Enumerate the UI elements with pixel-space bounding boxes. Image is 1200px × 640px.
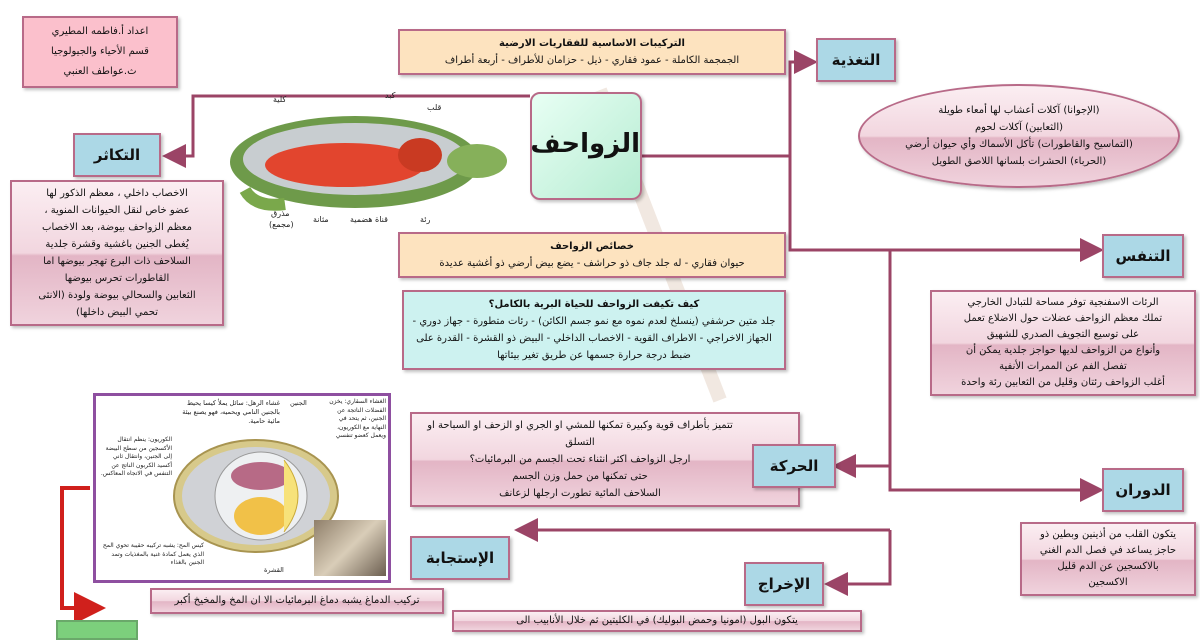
label-kidney: كلية — [273, 95, 287, 104]
credit-line: قسم الأحياء والجيولوجيا — [51, 46, 149, 57]
nutrition-box — [858, 84, 1180, 188]
movement-label: الحركة — [752, 444, 836, 488]
label-lung: رئة — [420, 215, 431, 224]
reproduction-line: يُغطى الجنين باغشية وقشرة جلدية — [45, 239, 189, 250]
respiration-line: تملك معظم الزواحف عضلات حول الاضلاع تعمل — [963, 313, 1163, 324]
reproduction-label: التكاثر — [73, 133, 161, 177]
structures-body: الجمجمة الكاملة - عمود فقاري - ذيل - حزامان للأطراف - أربعة أطراف — [444, 55, 740, 66]
nutrition-line: (التماسيح والقاطورات) تأكل الأسماك وأي حيوان أرضي — [905, 139, 1133, 150]
circulation-line: حاجز يساعد في فصل الدم الغني — [1039, 545, 1177, 556]
label-allantois: الغشاء السقاري: يخزن الفضلات الناتجة عن الجنين، ثم يتحد في النهاية مع الكوريون، ويعمل كعضو تنفسي — [329, 398, 386, 439]
green-topic-box — [56, 620, 138, 640]
central-topic: الزواحف — [530, 92, 642, 200]
circulation-line: يتكون القلب من أذينين وبطين ذو — [1039, 529, 1177, 540]
circulation-label: الدوران — [1102, 468, 1184, 512]
reproduction-line: الاخصاب داخلي ، معظم الذكور لها — [46, 188, 188, 199]
nutrition-line: (الثعابين) آكلات لحوم — [974, 122, 1064, 133]
respiration-box — [930, 290, 1196, 396]
adaptation-body: جلد متين حرشفي (ينسلخ لعدم نموه مع نمو جسم الكائن) - رئات متطورة - جهاز دوري - الجهاز الاخراجي - الاطراف القوية - الاخصاب الداخلي - البيض ذو القشرة - القدرة على ضبط درجة حرارة جسمها عن طريق تغير بيئاتها — [412, 316, 776, 361]
circulation-line: الاكسجين — [1088, 577, 1128, 588]
nutrition-line: (الحرباء) الحشرات بلسانها اللاصق الطويل — [931, 156, 1107, 167]
movement-line: السلاحف المائية تطورت ارجلها لزعانف — [499, 488, 661, 499]
label-chorion: الكوريون: ينظم انتقال الأكسجين من سطح البيضة إلى الجنين، وانتقال ثاني أكسيد الكربون الناتج عن التنفس في الاتجاه المعاكس. — [100, 436, 172, 477]
reproduction-line: معظم الزواحف بيوضة، بعد الاخصاب — [42, 222, 192, 233]
characteristics-body: حيوان فقاري - له جلد جاف ذو حراشف - يضع بيض أرضي ذو أغشية عديدة — [439, 258, 745, 269]
hatchling-photo — [314, 520, 386, 576]
label-cloaca: مذرق — [271, 209, 290, 218]
movement-box — [410, 412, 800, 507]
respiration-line: تفصل الفم عن الممرات الأنفية — [999, 361, 1127, 372]
circulation-line: بالاكسجين عن الدم قليل — [1057, 561, 1159, 572]
reproduction-line: القاطورات تحرس بيوضها — [64, 273, 170, 284]
label-yolk-sac: كيس المح: يشبه تركيبه حقيبة تحوي المح الذي يعمل كمادة غنية بالمغذيات وتمد الجنين بالغذاء — [102, 542, 204, 566]
response-box — [150, 588, 444, 614]
credit-line: اعداد أ.فاطمه المطيري — [51, 26, 149, 37]
credit-line: ث.عواطف العنبي — [63, 66, 137, 77]
adaptation-box — [402, 290, 786, 370]
respiration-line: وأنواع من الزواحف لديها حواجز جلدية يمكن أن — [965, 345, 1161, 356]
respiration-line: أغلب الزواحف رئتان وقليل من الثعابين رئة واحدة — [961, 377, 1165, 388]
characteristics-box — [398, 232, 786, 278]
respiration-line: على توسيع التجويف الصدري للشهيق — [986, 329, 1140, 340]
movement-line: ارجل الزواحف اكثر انثناء تحت الجسم من البرمائيات؟ — [469, 454, 691, 465]
label-bladder: مثانة — [313, 215, 329, 224]
label-heart: قلب — [427, 103, 442, 112]
reproduction-line: السلاحف ذات البرع تهجر بيوضها اما — [43, 256, 191, 267]
circulation-box — [1020, 522, 1196, 596]
structures-box — [398, 29, 786, 75]
reproduction-line: عضو خاص لنقل الحيوانات المنوية ، — [44, 205, 190, 216]
nutrition-label: التغذية — [816, 38, 896, 82]
characteristics-title: خصائص الزواحف — [550, 241, 634, 252]
label-digestive-tract: قناة هضمية — [350, 215, 388, 224]
response-label: الإستجابة — [410, 536, 510, 580]
turtle-anatomy-diagram — [215, 90, 515, 230]
reproduction-line: الثعابين والسحالي بيوضة ولودة (الانثى — [38, 290, 196, 301]
turtle-illustration — [215, 90, 515, 214]
reproduction-box — [10, 180, 224, 326]
excretion-line: يتكون البول (امونيا وحمض البوليك) في الكليتين ثم خلال الأنابيب الى — [516, 615, 798, 626]
label-amnion: غشاء الرهل: سائل يملأ كيسا يحيط بالجنين النامي ويحميه، فهو يصنع بيئة مائية حامية. — [182, 399, 280, 425]
movement-line: حتى تمكنها من حمل وزن الجسم — [512, 471, 648, 482]
nutrition-line: (الإجوانا) آكلات أعشاب لها أمعاء طويلة — [938, 105, 1100, 116]
label-cloaca-alt: (مجمع) — [269, 220, 294, 229]
respiration-line: الرئات الاسفنجية توفر مساحة للتبادل الخارجي — [967, 297, 1159, 308]
respiration-label: التنفس — [1102, 234, 1184, 278]
excretion-box — [452, 610, 862, 632]
reproduction-line: تحمي البيض داخلها) — [75, 307, 159, 318]
label-shell: القشرة — [264, 566, 284, 574]
credits-box — [22, 16, 178, 88]
label-liver: كبد — [385, 91, 396, 100]
amniotic-egg-diagram — [93, 393, 391, 583]
response-line: تركيب الدماغ يشبه دماغ البرمائيات الا ان المخ والمخيخ أكبر — [174, 595, 420, 606]
structures-title: التركيبات الاساسية للفقاريات الارضية — [499, 38, 685, 49]
movement-line: تتميز بأطراف قوية وكبيرة تمكنها للمشي او الجري او الزحف او السباحة او التسلق — [427, 420, 733, 448]
excretion-label: الإخراج — [744, 562, 824, 606]
label-embryo: الجنين — [290, 399, 307, 407]
adaptation-title: كيف تكيفت الزواحف للحياة البرية بالكامل؟ — [488, 299, 700, 310]
